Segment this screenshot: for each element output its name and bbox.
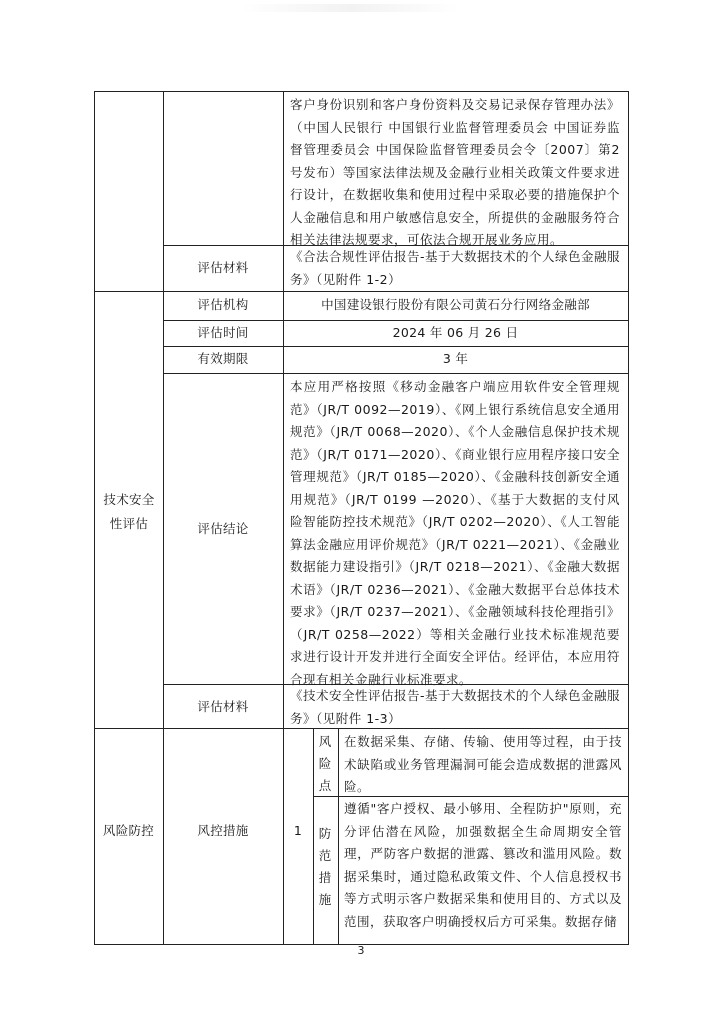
tech-validity-label: 有效期限 <box>197 351 249 366</box>
legal-compliance-content: 客户身份识别和客户身份资料及交易记录保存管理办法》（中国人民银行 中国银行业监督管理委员会 中国证券监督管理委员会 中国保险监督管理委员会令〔2007〕第2号发布）等国家法律法规及金融行业相关政策文件要求进行设计，在数据收集和使用过程中采取必要的措施保护个人金融信息和用户敏感信息安全，所提供的金融服务符合相关法律法规要求，可依法合规开展业务应用。 <box>290 97 620 247</box>
tech-material-label: 评估材料 <box>197 699 249 714</box>
tech-time-value: 2024 年 06 月 26 日 <box>392 325 519 340</box>
tech-validity-value: 3 年 <box>442 351 469 366</box>
tech-time-label: 评估时间 <box>197 325 249 340</box>
tech-conclusion-value: 本应用严格按照《移动金融客户端应用软件安全管理规范》（JR/T 0092—2019）、《网上银行系统信息安全通用规范》（JR/T 0068—2020）、《个人金融信息保护技术规范》（JR/T 0171—2020）、《商业银行应用程序接口安全管理规范》（JR/T 0185—2020）、《金融科技创新安全通用规范》（JR/T 0199 —2020）、《基于大数据的支付风险智能防控技术规范》（JR/T 0202—2020）、《人工智能算法金融应用评价规范》（JR/T 0221—2021）、《金融业数据能力建设指引》（JR/T 0218—2021）、《金融大数据 术语》（JR/T 0236—2021）、《金融大数据平台总体技术要求》（JR/T 0237—2021）、《金融领域科技伦理指引》（JR/T 0258—2022）等相关金融行业技术标准规范要求进行设计开发并进行全面安全评估。经评估，本应用符合现有相关金融行业标准要求。 <box>290 379 620 687</box>
tech-conclusion-label: 评估结论 <box>197 521 249 536</box>
legal-material-value: 《合法合规性评估报告-基于大数据技术的个人绿色金融服务》（见附件 1-2） <box>290 249 621 287</box>
prevention-value: 遵循"客户授权、最小够用、全程防护"原则，充分评估潜在风险，加强数据全生命周期安全管理，严防客户数据的泄露、篡改和滥用风险。数据采集时，通过隐私政策文件、个人信息授权书等方式明示客户数据采集和使用目的、方式以及范围，获取客户明确授权后方可采集。数据存储 <box>344 801 622 929</box>
risk-point-value: 在数据采集、存储、传输、使用等过程，由于技术缺陷或业务管理漏洞可能会造成数据的泄露风险。 <box>344 734 622 794</box>
risk-category-label: 风险防控 <box>102 823 155 838</box>
scan-artifact <box>240 4 460 12</box>
risk-index: 1 <box>293 823 303 838</box>
tech-org-label: 评估机构 <box>197 297 249 312</box>
risk-measures-label: 风控措施 <box>197 823 249 838</box>
risk-point-label: 风险点 <box>318 734 332 793</box>
page-number: 3 <box>357 944 365 957</box>
tech-material-value: 《技术安全性评估报告-基于大数据技术的个人绿色金融服务》（见附件 1-3） <box>290 688 621 726</box>
prevention-label: 防范措施 <box>318 826 332 907</box>
tech-category-label: 技术安全性评估 <box>103 492 155 531</box>
tech-org-value: 中国建设银行股份有限公司黄石分行网络金融部 <box>321 297 590 312</box>
legal-material-label: 评估材料 <box>197 260 249 275</box>
